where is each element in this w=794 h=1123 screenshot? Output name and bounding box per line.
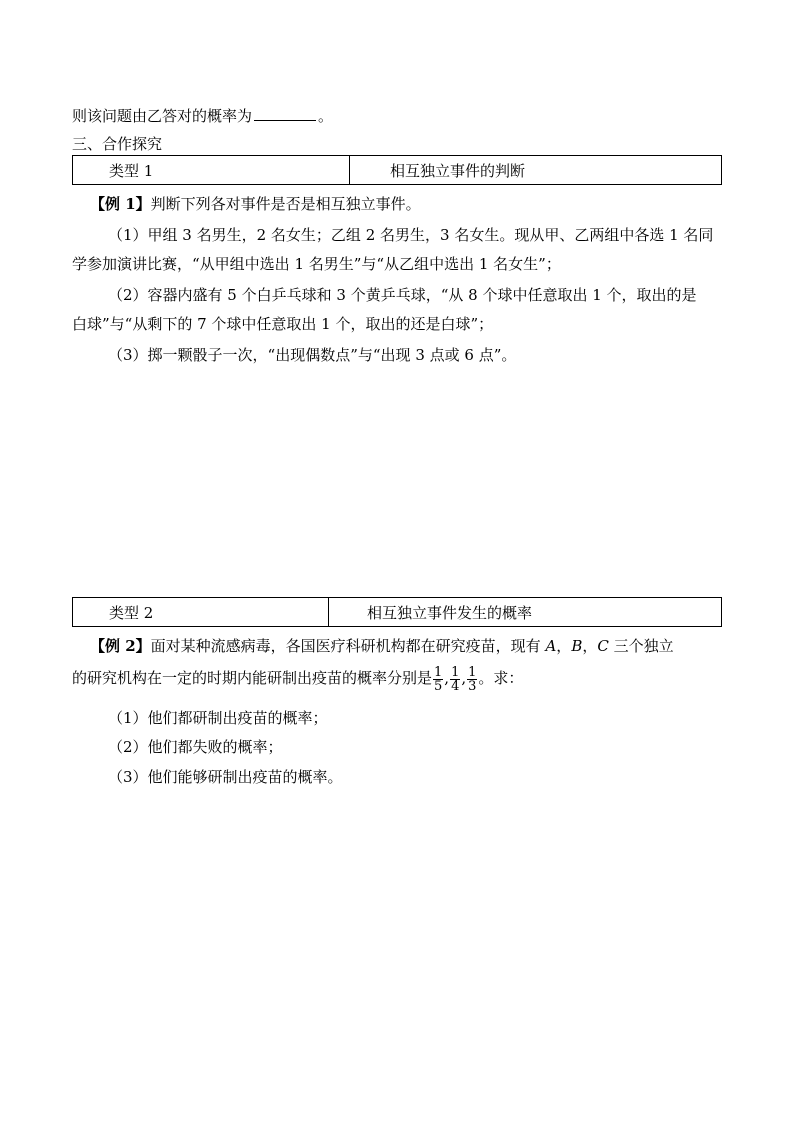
type1-label: 类型 1	[73, 156, 350, 184]
fraction: $\frac{1}{5}$	[434, 664, 443, 694]
example2-tag: 【例 2】	[90, 637, 151, 655]
example1-item: （2）容器内盛有 5 个白乒乓球和 3 个黄乒乓球，“从 8 个球中任意取出 1 个，取出的是	[108, 286, 697, 304]
var-sep: ，	[582, 637, 598, 655]
fraction: $\frac{1}{3}$	[468, 664, 477, 694]
example1-item: 白球”与“从剩下的 7 个球中任意取出 1 个，取出的还是白球”；	[72, 315, 494, 333]
intro-end: 。	[318, 107, 334, 125]
type2-box	[72, 597, 722, 627]
example2-line2-end: 。求：	[478, 669, 524, 687]
frac-sep: ,	[444, 669, 450, 687]
example2-line2	[72, 664, 523, 693]
example1-item: 学参加演讲比赛，“从甲组中选出 1 名男生”与“从乙组中选出 1 名女生”；	[72, 255, 561, 273]
example2-text: 面对某种流感病毒，各国医疗科研机构都在研究疫苗，现有	[150, 637, 546, 655]
example1-stem: 判断下列各对事件是否是相互独立事件。	[150, 195, 421, 213]
example2-line2-text: 的研究机构在一定的时期内能研制出疫苗的概率分别是	[72, 669, 433, 687]
section-title: 三、合作探究	[72, 135, 163, 153]
fraction: $\frac{1}{4}$	[451, 664, 460, 694]
type1-box	[72, 155, 722, 185]
example2-item: （3）他们能够研制出疫苗的概率。	[108, 768, 343, 786]
type1-title: 相互独立事件的判断	[390, 161, 526, 180]
example2-item: （1）他们都研制出疫苗的概率；	[108, 709, 328, 727]
example1-item: （3）掷一颗骰子一次，“出现偶数点”与“出现 3 点或 6 点”。	[108, 346, 517, 364]
example2-text-end: 三个独立	[608, 637, 674, 655]
intro-text: 则该问题由乙答对的概率为	[72, 107, 253, 125]
example2-item: （2）他们都失败的概率；	[108, 738, 283, 756]
var-sep: ，	[556, 637, 572, 655]
intro-line	[72, 106, 333, 126]
example1-heading	[90, 194, 421, 214]
type2-title: 相互独立事件发生的概率	[367, 603, 533, 622]
var-b: B	[571, 637, 583, 655]
frac-sep: ,	[461, 669, 467, 687]
example1-item: （1）甲组 3 名男生，2 名女生；乙组 2 名男生，3 名女生。现从甲、乙两组中各选 1 名同	[108, 226, 714, 244]
var-c: C	[597, 637, 609, 655]
var-a: A	[545, 637, 557, 655]
example2-line1	[90, 636, 674, 656]
type2-label: 类型 2	[73, 598, 329, 626]
example1-tag: 【例 1】	[90, 195, 151, 213]
answer-blank[interactable]	[254, 106, 316, 121]
